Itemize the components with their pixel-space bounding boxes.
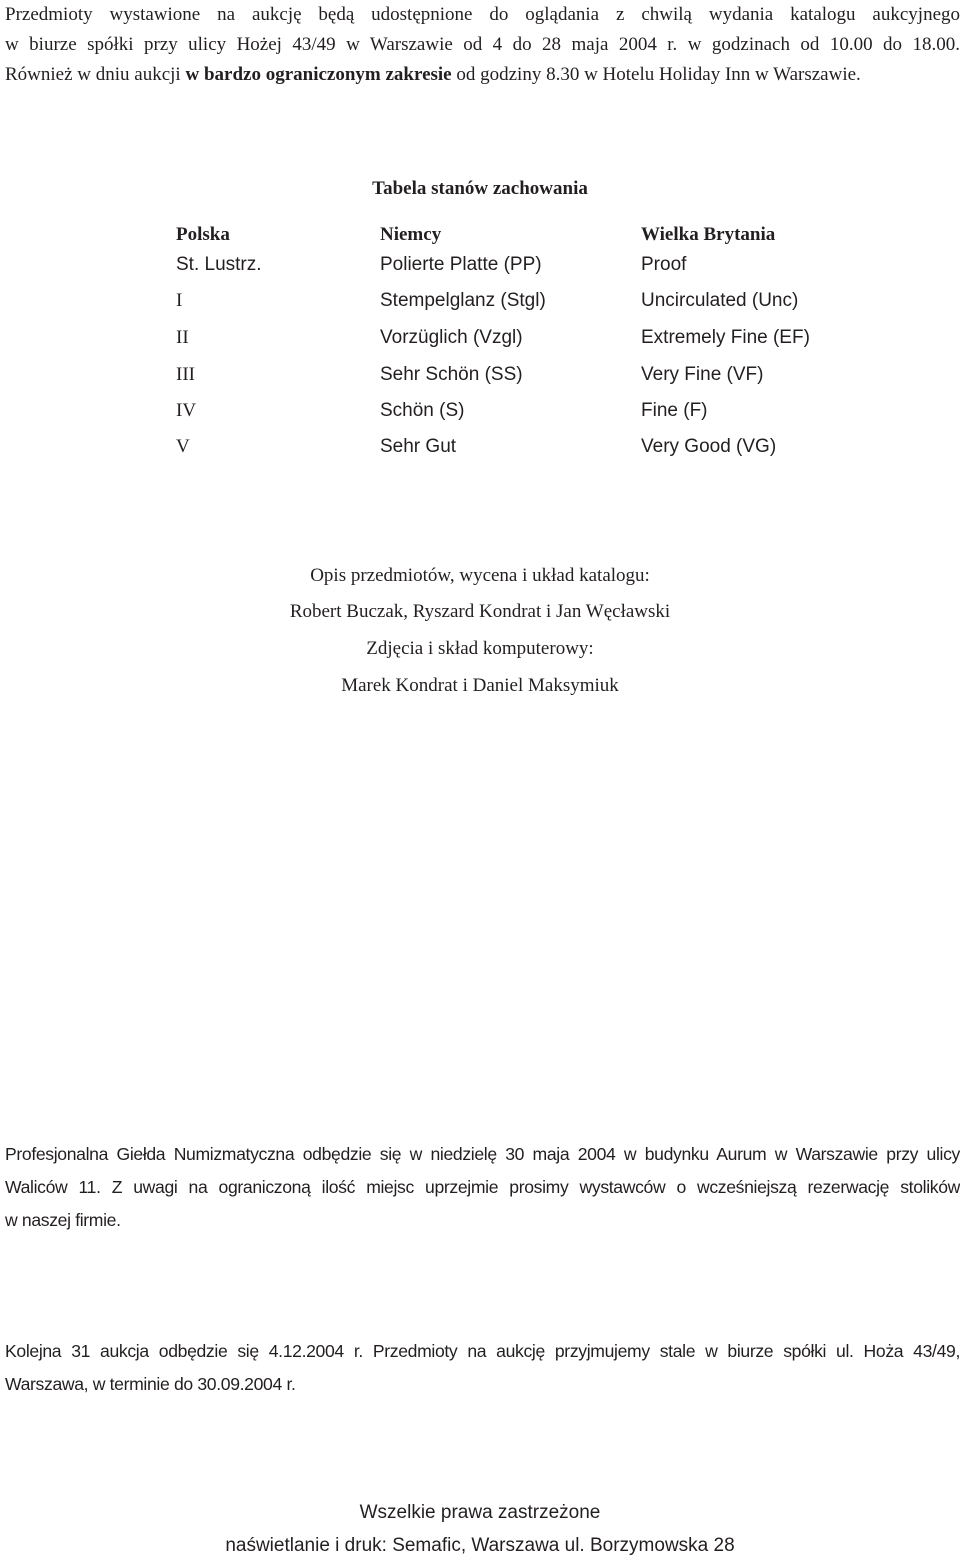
- table-cell: Very Good (VG): [641, 436, 777, 457]
- paragraph-line: Warszawa, w terminie do 30.09.2004 r.: [5, 1374, 296, 1394]
- credits-line: Marek Kondrat i Daniel Maksymiuk: [341, 675, 619, 696]
- table-cell: Very Fine (VF): [641, 364, 764, 385]
- table-cell: IV: [176, 400, 197, 421]
- credits-line: Opis przedmiotów, wycena i układ katalogu:: [310, 565, 650, 586]
- table-cell: V: [176, 436, 190, 457]
- table-cell: Uncirculated (Unc): [641, 290, 799, 311]
- table-cell: St. Lustrz.: [176, 254, 262, 275]
- intro-line: w biurze spółki przy ulicy Hożej 43/49 w Warszawie od 4 do 28 maja 2004 r. w godzinach od 10.00 do 18.00.: [5, 34, 960, 55]
- table-cell: Sehr Gut: [380, 436, 457, 457]
- intro-line: Również w dniu aukcji w bardzo ograniczonym zakresie od godziny 8.30 w Hotelu Holiday Inn w Warszawie.: [5, 64, 861, 85]
- column-header-wielka-brytania: Wielka Brytania: [641, 224, 776, 245]
- column-header-polska: Polska: [176, 224, 230, 245]
- intro-line: Przedmioty wystawione na aukcję będą udostępnione do oglądania z chwilą wydania katalogu aukcyjnego: [5, 4, 960, 25]
- intro-paragraph: [5, 0, 960, 90]
- intro-emphasis: w bardzo ograniczonym zakresie: [185, 64, 452, 85]
- printing-info: naświetlanie i druk: Semafic, Warszawa ul. Borzymowska 28: [225, 1535, 735, 1556]
- rights-notice: Wszelkie prawa zastrzeżone: [359, 1502, 601, 1523]
- credits-line: Zdjęcia i skład komputerowy:: [366, 638, 594, 659]
- table-cell: Sehr Schön (SS): [380, 364, 523, 385]
- table-cell: Fine (F): [641, 400, 708, 421]
- table-cell: Stempelglanz (Stgl): [380, 290, 546, 311]
- credits-line: Robert Buczak, Ryszard Kondrat i Jan Węcławski: [289, 601, 671, 622]
- table-cell: Proof: [641, 254, 687, 275]
- paragraph-line: w naszej firmie.: [5, 1210, 121, 1230]
- paragraph-line: Profesjonalna Giełda Numizmatyczna odbędzie się w niedzielę 30 maja 2004 w budynku Aurum w Warszawie przy ulicy: [5, 1144, 960, 1164]
- table-cell: Vorzüglich (Vzgl): [380, 327, 523, 348]
- paragraph-line: Waliców 11. Z uwagi na ograniczoną ilość miejsc uprzejmie prosimy wystawców o wcześniejszą rezerwację stolików: [5, 1177, 960, 1197]
- conditions-table-title: Tabela stanów zachowania: [372, 178, 588, 199]
- table-cell: III: [176, 364, 195, 385]
- column-header-niemcy: Niemcy: [380, 224, 442, 245]
- table-cell: Schön (S): [380, 400, 465, 421]
- exchange-notice-paragraph: [5, 1138, 960, 1237]
- table-cell: II: [176, 327, 189, 348]
- table-cell: Polierte Platte (PP): [380, 254, 542, 275]
- table-cell: Extremely Fine (EF): [641, 327, 810, 348]
- next-auction-paragraph: [5, 1335, 960, 1401]
- paragraph-line: Kolejna 31 aukcja odbędzie się 4.12.2004 r. Przedmioty na aukcję przyjmujemy stale w biurze spółki ul. Hoża 43/49,: [5, 1341, 960, 1361]
- table-cell: I: [176, 290, 183, 311]
